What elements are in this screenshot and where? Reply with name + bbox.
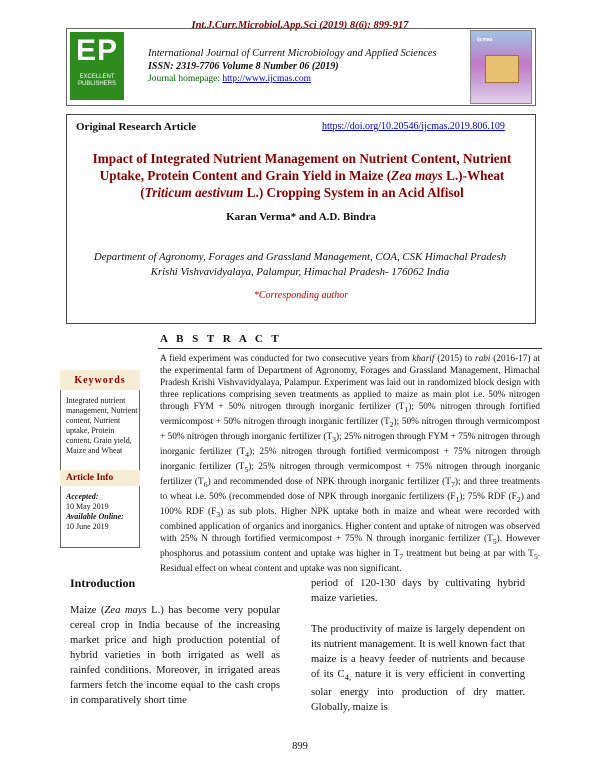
- journal-title: International Journal of Current Microbiology and Applied Sciences: [148, 48, 437, 59]
- logo-letters: EP: [75, 34, 119, 67]
- intro-column-2: [311, 576, 525, 715]
- homepage-label: Journal homepage:: [148, 74, 223, 84]
- keywords-heading: Keywords: [60, 370, 140, 390]
- intro-col2-para-1: period of 120-130 days by cultivating hybrid maize varieties.: [311, 578, 525, 604]
- authors: Karan Verma* and A.D. Bindra: [226, 211, 376, 223]
- keywords-list: Integrated nutrient management, Nutrient content, Nutrient uptake, Protein content, Grain yield, Maize and Wheat: [66, 396, 138, 455]
- corresponding-author: *Corresponding author: [253, 290, 349, 301]
- abstract-heading: A B S T R A C T: [160, 333, 282, 345]
- doi-link[interactable]: https://doi.org/10.20546/ijcmas.2019.806.109: [322, 121, 505, 132]
- journal-homepage: [148, 74, 311, 84]
- introduction-heading: Introduction: [70, 576, 136, 590]
- accepted-date: 10 May 2019: [66, 502, 109, 511]
- online-date: 10 June 2019: [66, 522, 109, 531]
- journal-issn: ISSN: 2319-7706 Volume 8 Number 06 (2019): [148, 61, 339, 72]
- cover-graphic: [485, 55, 519, 83]
- cover-text: ijcmas: [477, 37, 493, 43]
- article-info-heading: Article Info: [60, 470, 140, 486]
- running-head: Int.J.Curr.Microbiol.App.Sci (2019) 8(6): 899-917: [191, 20, 409, 31]
- affiliation: Department of Agronomy, Forages and Grassland Management, COA, CSK Himachal Pradesh Krishi Vishvavidyalaya, Palampur, Himachal Pradesh- 176062 India: [93, 251, 507, 278]
- abstract-divider: [158, 348, 542, 349]
- publisher-logo: [70, 32, 124, 100]
- logo-publisher: EXCELLENT PUBLISHERS: [77, 74, 116, 87]
- intro-col2-para-2: The productivity of maize is largely dependent on its nutrient management. It is well known fact that maize is a heavy feeder of nutrients and because of its $C_{4,}$ nature it is very efficient in converting solar energy into production of dry matter. Globally, maize is: [311, 624, 525, 714]
- intro-column-1: Maize (Zea mays L.) has become very popular cereal crop in India because of the increasing market price and high production potential of hybrid varieties in both irrigated as well as rainfed conditions. Moreover, in irrigated areas farmers fetch the income equal to the cash crops in comparatively short time: [70, 605, 280, 706]
- online-label: Available Online:: [66, 512, 124, 521]
- homepage-link[interactable]: http://www.ijcmas.com: [222, 74, 311, 84]
- article-title: Impact of Integrated Nutrient Management on Nutrient Content, Nutrient Uptake, Protein Content and Grain Yield in Maize (Zea mays L.)-Wheat (Triticum aestivum L.) Cropping System in an Acid Alfisol: [92, 151, 512, 200]
- journal-cover-image: [470, 30, 532, 104]
- article-type: Original Research Article: [76, 121, 197, 133]
- page-number: 899: [292, 741, 308, 752]
- article-dates: [66, 492, 138, 532]
- abstract-text: A field experiment was conducted for two consecutive years from kharif (2015) to rabi (2016-17) at the experimental farm of Department of Agronomy, Forages and Grassland Management, Himachal Pradesh Krishi Vishvavidyalaya, Palampur. Experiment was laid out in randomized block design with three replications comprising seven treatments as applied to maize as main plot i.e. 50% nitrogen through FYM + 50% nitrogen through inorganic fertilizer $(T_1)$; 50% nitrogen through fortified vermicompost + 50% nitrogen through inorganic fertilizer $(T_2)$; 50% nitrogen through vermicompost + 50% nitrogen through inorganic fertilizer $(T_3)$; 25% nitrogen through FYM + 75% nitrogen through inorganic fertilizer $(T_4)$; 25% nitrogen through fortified vermicompost + 75% nitrogen through inorganic fertilizer $(T_5)$; 25% nitrogen through vermicompost + 75% nitrogen through inorganic fertilizer $(T_6)$ and recommended dose of NPK through inorganic fertilizer $(T_7)$; and three treatments to wheat i.e. 50% (recommended dose of NPK through inorganic fertilizers $(F_1)$; 75% RDF $(F_2)$ and 100% RDF $(F_3)$ as sub plots. Higher NPK uptake both in maize and wheat were recorded with combined application of organics and inorganics. Higher content and uptake of nitrogen was observed with 25% N through fortified vermicompost + 75% N through inorganic fertilizer $(T_5)$. However phosphorus and potassium content and uptake was higher in $T_7$ treatment but being at par with $T_5$. Residual effect on wheat content and uptake was non significant.: [160, 354, 541, 574]
- accepted-label: Accepted:: [66, 492, 99, 501]
